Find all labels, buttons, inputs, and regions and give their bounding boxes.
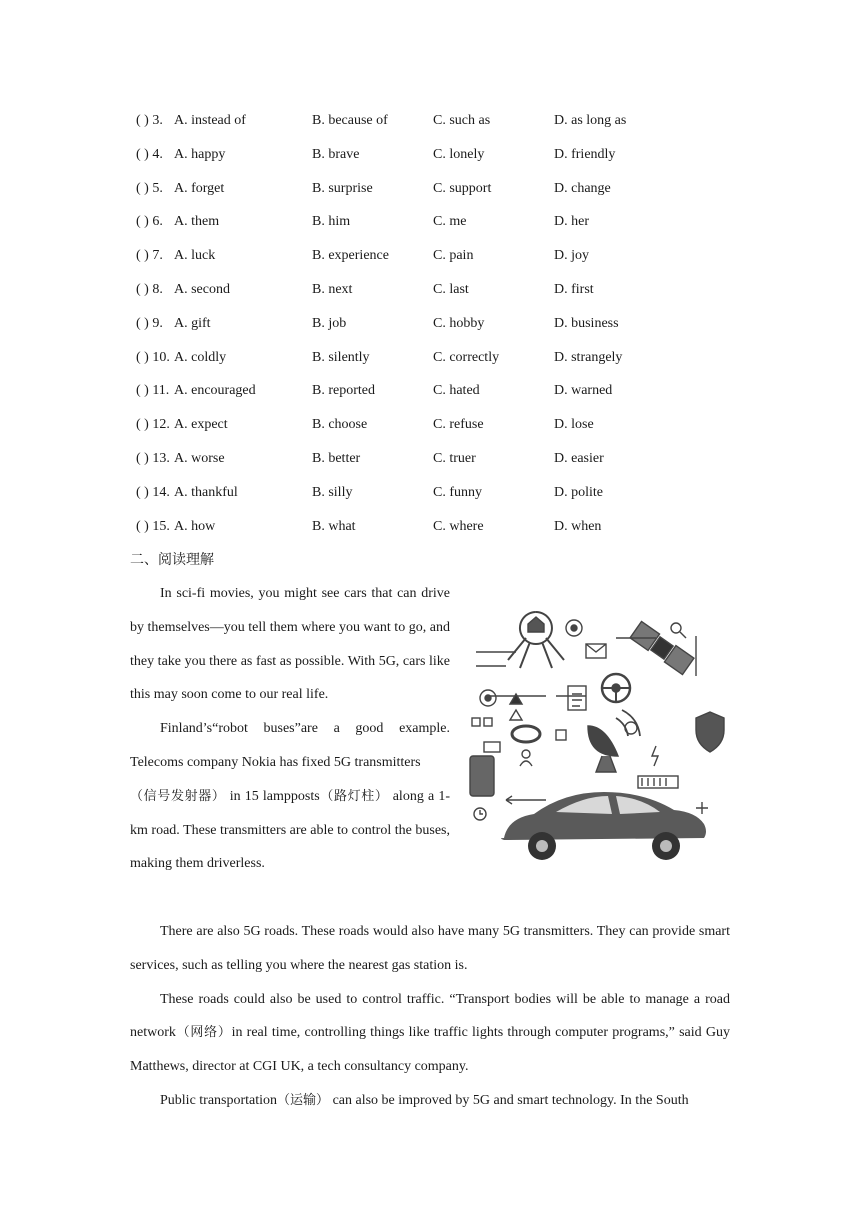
question-number: ( ) 6. bbox=[136, 214, 163, 230]
question-row bbox=[136, 348, 756, 382]
option-b: B. choose bbox=[312, 417, 368, 433]
question-number: ( ) 10. bbox=[136, 349, 170, 365]
option-c: C. funny bbox=[433, 484, 482, 500]
option-d: D. joy bbox=[554, 248, 589, 264]
passage-wrapped-block bbox=[130, 577, 450, 881]
option-a: A. expect bbox=[174, 417, 228, 433]
option-c: C. where bbox=[433, 518, 484, 534]
car-icon bbox=[501, 792, 706, 860]
battery-icon bbox=[638, 776, 678, 788]
option-b: B. silently bbox=[312, 349, 370, 365]
option-b: B. silly bbox=[312, 484, 353, 500]
option-b: B. reported bbox=[312, 383, 375, 399]
question-row bbox=[136, 179, 756, 213]
section-heading: 二、阅读理解 bbox=[130, 552, 214, 568]
option-d: D. polite bbox=[554, 484, 603, 500]
question-number: ( ) 8. bbox=[136, 281, 163, 297]
option-a: A. happy bbox=[174, 146, 226, 162]
option-d: D. change bbox=[554, 180, 611, 196]
question-row bbox=[136, 246, 756, 280]
option-c: C. correctly bbox=[433, 349, 500, 365]
question-row bbox=[136, 517, 756, 551]
option-a: A. how bbox=[174, 518, 216, 534]
option-b: B. because of bbox=[312, 113, 388, 128]
question-row bbox=[136, 483, 756, 517]
option-a: A. forget bbox=[174, 180, 225, 196]
option-a: A. instead of bbox=[174, 113, 246, 128]
question-row bbox=[136, 314, 756, 348]
phone-icon bbox=[470, 756, 494, 796]
option-b: B. next bbox=[312, 281, 353, 297]
option-d: D. when bbox=[554, 518, 602, 534]
option-c: C. hobby bbox=[433, 315, 485, 331]
question-number: ( ) 14. bbox=[136, 484, 170, 500]
passage-paragraph-2: Finland’s“robot buses”are a good example. Telecoms company Nokia has fixed 5G transmitters （信号发射器） in 15 lampposts（路灯柱） along a 1-km road. These transmitters are able to control the buses, making them driverless. bbox=[130, 721, 450, 872]
option-c: C. refuse bbox=[433, 417, 484, 433]
question-row bbox=[136, 449, 756, 483]
option-c: C. such as bbox=[433, 113, 491, 128]
option-a: A. second bbox=[174, 281, 230, 297]
option-b: B. experience bbox=[312, 248, 389, 264]
satellite-dish-icon bbox=[588, 710, 640, 772]
question-row bbox=[136, 212, 756, 246]
question-number: ( ) 11. bbox=[136, 383, 170, 399]
option-c: C. lonely bbox=[433, 146, 485, 162]
option-a: A. encouraged bbox=[174, 383, 256, 399]
passage-paragraph-4: These roads could also be used to control traffic. “Transport bodies will be able to manage a road network（网络）in real time, controlling things like traffic lights through computer programs,” said Guy Matthews, director at CGI UK, a tech consultancy company. bbox=[130, 991, 730, 1075]
question-number: ( ) 9. bbox=[136, 315, 163, 331]
question-number: ( ) 4. bbox=[136, 146, 163, 162]
question-number: ( ) 5. bbox=[136, 180, 163, 196]
option-d: D. business bbox=[554, 315, 619, 331]
question-number: ( ) 15. bbox=[136, 518, 170, 534]
option-a: A. coldly bbox=[174, 349, 227, 365]
option-c: C. support bbox=[433, 180, 492, 196]
passage-paragraph-5: Public transportation（运输） can also be improved by 5G and smart technology. In the South bbox=[160, 1092, 689, 1108]
question-number: ( ) 12. bbox=[136, 417, 170, 433]
option-d: D. strangely bbox=[554, 349, 623, 365]
steering-wheel-icon bbox=[602, 674, 630, 702]
question-number: ( ) 7. bbox=[136, 248, 163, 264]
option-b: B. surprise bbox=[312, 180, 373, 196]
question-row bbox=[136, 415, 756, 449]
shield-icon bbox=[696, 712, 724, 752]
question-list bbox=[136, 111, 756, 550]
option-a: A. luck bbox=[174, 248, 216, 264]
option-d: D. lose bbox=[554, 417, 594, 433]
passage-paragraph-1: In sci-fi movies, you might see cars that can drive by themselves—you tell them where you want to go, and they take you there as fast as possible. With 5G, cars like this may soon come to our real life. bbox=[130, 586, 450, 703]
option-b: B. better bbox=[312, 450, 361, 466]
option-b: B. job bbox=[312, 315, 347, 331]
satellite-icon bbox=[630, 621, 694, 674]
option-d: D. first bbox=[554, 281, 594, 297]
option-c: C. pain bbox=[433, 248, 474, 264]
option-c: C. last bbox=[433, 281, 469, 297]
passage-full-block bbox=[130, 915, 730, 1118]
option-b: B. what bbox=[312, 518, 356, 534]
question-number: ( ) 13. bbox=[136, 450, 170, 466]
option-c: C. truer bbox=[433, 450, 476, 466]
option-a: A. them bbox=[174, 214, 220, 230]
option-b: B. him bbox=[312, 214, 351, 230]
option-c: C. me bbox=[433, 214, 467, 230]
question-row bbox=[136, 111, 756, 145]
question-row bbox=[136, 145, 756, 179]
option-d: D. easier bbox=[554, 450, 604, 466]
option-d: D. friendly bbox=[554, 146, 616, 162]
option-a: A. worse bbox=[174, 450, 225, 466]
option-b: B. brave bbox=[312, 146, 360, 162]
question-row bbox=[136, 280, 756, 314]
smart-car-illustration bbox=[466, 606, 728, 864]
passage-paragraph-3: There are also 5G roads. These roads would also have many 5G transmitters. They can provide smart services, such as telling you where the nearest gas station is. bbox=[130, 924, 730, 973]
option-a: A. gift bbox=[174, 315, 211, 331]
option-d: D. as long as bbox=[554, 113, 627, 128]
option-c: C. hated bbox=[433, 383, 480, 399]
option-d: D. her bbox=[554, 214, 589, 230]
option-a: A. thankful bbox=[174, 484, 238, 500]
option-d: D. warned bbox=[554, 383, 613, 399]
question-number: ( ) 3. bbox=[136, 113, 163, 128]
question-row bbox=[136, 381, 756, 415]
